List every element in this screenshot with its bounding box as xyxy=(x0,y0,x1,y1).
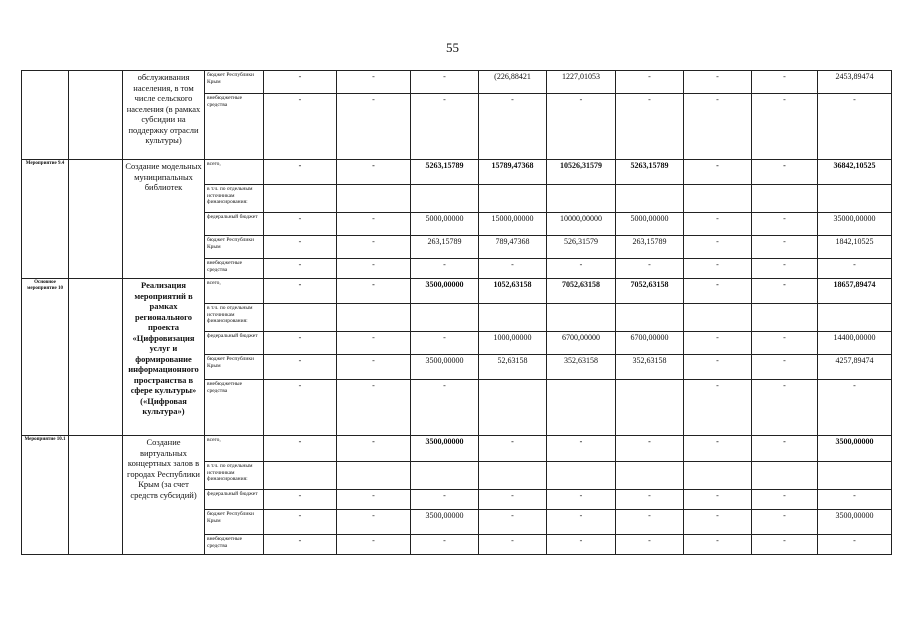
year-value xyxy=(479,380,547,436)
year-value xyxy=(616,380,684,436)
year-value xyxy=(337,185,411,213)
total-value: 36842,10525 xyxy=(818,160,892,185)
year-value: - xyxy=(337,510,411,535)
funding-source: бюджет Республики Крым xyxy=(205,355,264,380)
year-value: - xyxy=(752,436,818,462)
year-value: - xyxy=(411,332,479,355)
year-value: - xyxy=(752,279,818,304)
year-value: - xyxy=(264,436,337,462)
year-value: - xyxy=(411,259,479,279)
year-value: - xyxy=(411,380,479,436)
year-value: - xyxy=(684,436,752,462)
year-value xyxy=(684,304,752,332)
year-value: - xyxy=(684,535,752,555)
year-value: - xyxy=(264,71,337,94)
year-value xyxy=(264,462,337,490)
total-value xyxy=(818,462,892,490)
funding-source: внебюджетные средства xyxy=(205,259,264,279)
year-value xyxy=(479,304,547,332)
year-value xyxy=(616,462,684,490)
funding-source: всего, xyxy=(205,160,264,185)
responsible-cell xyxy=(69,71,123,160)
year-value xyxy=(684,185,752,213)
year-value: 10526,31579 xyxy=(547,160,616,185)
year-value: - xyxy=(337,380,411,436)
year-value: - xyxy=(752,490,818,510)
funding-source: бюджет Республики Крым xyxy=(205,510,264,535)
activity-code: Мероприятие 9.4 xyxy=(22,160,69,279)
year-value: - xyxy=(547,535,616,555)
year-value: - xyxy=(264,236,337,259)
activity-name: обслуживания населения, в том числе сельского населения (в рамках субсидии на поддержку отрасли культуры) xyxy=(123,71,205,160)
year-value xyxy=(264,185,337,213)
year-value: - xyxy=(264,160,337,185)
year-value: - xyxy=(337,236,411,259)
year-value: 5000,00000 xyxy=(411,213,479,236)
year-value xyxy=(411,304,479,332)
year-value: - xyxy=(337,436,411,462)
year-value: 10000,00000 xyxy=(547,213,616,236)
year-value: - xyxy=(337,535,411,555)
page-number: 55 xyxy=(446,40,459,55)
year-value xyxy=(616,185,684,213)
year-value xyxy=(547,462,616,490)
funding-source: федеральный бюджет xyxy=(205,213,264,236)
year-value: - xyxy=(684,94,752,160)
funding-source: федеральный бюджет xyxy=(205,490,264,510)
year-value: 15789,47368 xyxy=(479,160,547,185)
year-value: - xyxy=(264,213,337,236)
year-value: - xyxy=(684,259,752,279)
year-value xyxy=(547,304,616,332)
total-value: 35000,00000 xyxy=(818,213,892,236)
budget-table xyxy=(21,70,892,555)
year-value xyxy=(547,185,616,213)
year-value: 52,63158 xyxy=(479,355,547,380)
funding-source: бюджет Республики Крым xyxy=(205,236,264,259)
year-value: 1000,00000 xyxy=(479,332,547,355)
year-value: 3500,00000 xyxy=(411,510,479,535)
total-value: 1842,10525 xyxy=(818,236,892,259)
total-value: 18657,89474 xyxy=(818,279,892,304)
funding-source: всего, xyxy=(205,436,264,462)
year-value: - xyxy=(684,380,752,436)
year-value xyxy=(547,380,616,436)
year-value: 5263,15789 xyxy=(616,160,684,185)
funding-source: в т.ч. по отдельным источникам финансирования: xyxy=(205,185,264,213)
year-value: 6700,00000 xyxy=(616,332,684,355)
year-value: - xyxy=(684,490,752,510)
year-value: - xyxy=(752,71,818,94)
year-value: - xyxy=(479,436,547,462)
year-value: - xyxy=(752,355,818,380)
year-value: - xyxy=(752,213,818,236)
activity-name: Создание виртуальных концертных залов в городах Республики Крым (за счет средств субсидий) xyxy=(123,436,205,555)
year-value: - xyxy=(337,279,411,304)
year-value: - xyxy=(752,236,818,259)
total-value: - xyxy=(818,380,892,436)
year-value xyxy=(337,304,411,332)
funding-source: внебюджетные средства xyxy=(205,535,264,555)
table-row xyxy=(22,71,892,94)
year-value: 5000,00000 xyxy=(616,213,684,236)
year-value: - xyxy=(479,510,547,535)
year-value: 7052,63158 xyxy=(547,279,616,304)
year-value: - xyxy=(479,535,547,555)
funding-source: всего, xyxy=(205,279,264,304)
year-value: - xyxy=(684,279,752,304)
year-value: - xyxy=(264,380,337,436)
year-value xyxy=(479,185,547,213)
year-value: - xyxy=(752,332,818,355)
year-value: - xyxy=(479,94,547,160)
funding-source: внебюджетные средства xyxy=(205,380,264,436)
year-value: - xyxy=(337,355,411,380)
year-value: - xyxy=(684,510,752,535)
table-row xyxy=(22,436,892,462)
activity-code xyxy=(22,71,69,160)
year-value: - xyxy=(547,259,616,279)
year-value: - xyxy=(264,279,337,304)
year-value: 1052,63158 xyxy=(479,279,547,304)
total-value: 2453,89474 xyxy=(818,71,892,94)
total-value: - xyxy=(818,490,892,510)
year-value: - xyxy=(547,94,616,160)
year-value: - xyxy=(684,236,752,259)
activity-name: Создание модельных муниципальных библиотек xyxy=(123,160,205,279)
year-value: 789,47368 xyxy=(479,236,547,259)
funding-source: внебюджетные средства xyxy=(205,94,264,160)
year-value: - xyxy=(411,94,479,160)
year-value: 7052,63158 xyxy=(616,279,684,304)
year-value: 5263,15789 xyxy=(411,160,479,185)
year-value xyxy=(752,304,818,332)
table-row xyxy=(22,279,892,304)
activity-name: Реализация мероприятий в рамках регионального проекта «Цифровизация услуг и формирование информационного пространства в сфере культуры» («Цифровая культура») xyxy=(123,279,205,436)
year-value: - xyxy=(411,490,479,510)
year-value: - xyxy=(264,94,337,160)
year-value: - xyxy=(337,259,411,279)
activity-code: Мероприятие 10.1 xyxy=(22,436,69,555)
total-value: 14400,00000 xyxy=(818,332,892,355)
year-value: - xyxy=(337,94,411,160)
year-value: - xyxy=(616,259,684,279)
year-value: 15000,00000 xyxy=(479,213,547,236)
year-value: - xyxy=(479,259,547,279)
year-value xyxy=(684,462,752,490)
total-value xyxy=(818,304,892,332)
total-value: 4257,89474 xyxy=(818,355,892,380)
year-value xyxy=(752,462,818,490)
year-value: - xyxy=(337,213,411,236)
year-value: - xyxy=(752,535,818,555)
year-value: 352,63158 xyxy=(616,355,684,380)
year-value xyxy=(479,462,547,490)
year-value: 1227,01053 xyxy=(547,71,616,94)
funding-source: в т.ч. по отдельным источникам финансирования: xyxy=(205,304,264,332)
year-value: - xyxy=(684,160,752,185)
year-value: 263,15789 xyxy=(411,236,479,259)
year-value: - xyxy=(616,71,684,94)
year-value: - xyxy=(616,436,684,462)
responsible-cell xyxy=(69,436,123,555)
year-value: - xyxy=(616,94,684,160)
year-value: 263,15789 xyxy=(616,236,684,259)
total-value: - xyxy=(818,94,892,160)
year-value: - xyxy=(752,160,818,185)
year-value: - xyxy=(264,355,337,380)
year-value: - xyxy=(547,490,616,510)
year-value: - xyxy=(264,510,337,535)
year-value xyxy=(616,304,684,332)
year-value: - xyxy=(616,535,684,555)
table-row xyxy=(22,160,892,185)
year-value xyxy=(752,185,818,213)
responsible-cell xyxy=(69,279,123,436)
total-value: - xyxy=(818,535,892,555)
year-value: - xyxy=(264,332,337,355)
total-value: - xyxy=(818,259,892,279)
year-value: - xyxy=(547,436,616,462)
year-value: (226,88421 xyxy=(479,71,547,94)
year-value: - xyxy=(411,535,479,555)
total-value: 3500,00000 xyxy=(818,436,892,462)
year-value: - xyxy=(684,71,752,94)
year-value: - xyxy=(337,490,411,510)
year-value: 3500,00000 xyxy=(411,436,479,462)
activity-code: Основное мероприятие 10 xyxy=(22,279,69,436)
year-value: - xyxy=(337,332,411,355)
year-value: - xyxy=(337,160,411,185)
year-value: - xyxy=(752,380,818,436)
year-value: - xyxy=(547,510,616,535)
responsible-cell xyxy=(69,160,123,279)
year-value: 3500,00000 xyxy=(411,279,479,304)
year-value: - xyxy=(684,332,752,355)
year-value: - xyxy=(684,355,752,380)
year-value: - xyxy=(264,535,337,555)
funding-source: бюджет Республики Крым xyxy=(205,71,264,94)
year-value: - xyxy=(264,259,337,279)
year-value: 352,63158 xyxy=(547,355,616,380)
year-value: - xyxy=(752,259,818,279)
year-value: - xyxy=(684,213,752,236)
year-value: - xyxy=(616,510,684,535)
year-value: - xyxy=(411,71,479,94)
total-value xyxy=(818,185,892,213)
year-value: - xyxy=(752,510,818,535)
year-value xyxy=(411,185,479,213)
year-value xyxy=(337,462,411,490)
year-value: - xyxy=(752,94,818,160)
year-value xyxy=(264,304,337,332)
year-value: 3500,00000 xyxy=(411,355,479,380)
funding-source: в т.ч. по отдельным источникам финансирования: xyxy=(205,462,264,490)
funding-source: федеральный бюджет xyxy=(205,332,264,355)
year-value: - xyxy=(479,490,547,510)
year-value xyxy=(411,462,479,490)
year-value: 6700,00000 xyxy=(547,332,616,355)
total-value: 3500,00000 xyxy=(818,510,892,535)
year-value: - xyxy=(337,71,411,94)
year-value: - xyxy=(616,490,684,510)
year-value: - xyxy=(264,490,337,510)
year-value: 526,31579 xyxy=(547,236,616,259)
